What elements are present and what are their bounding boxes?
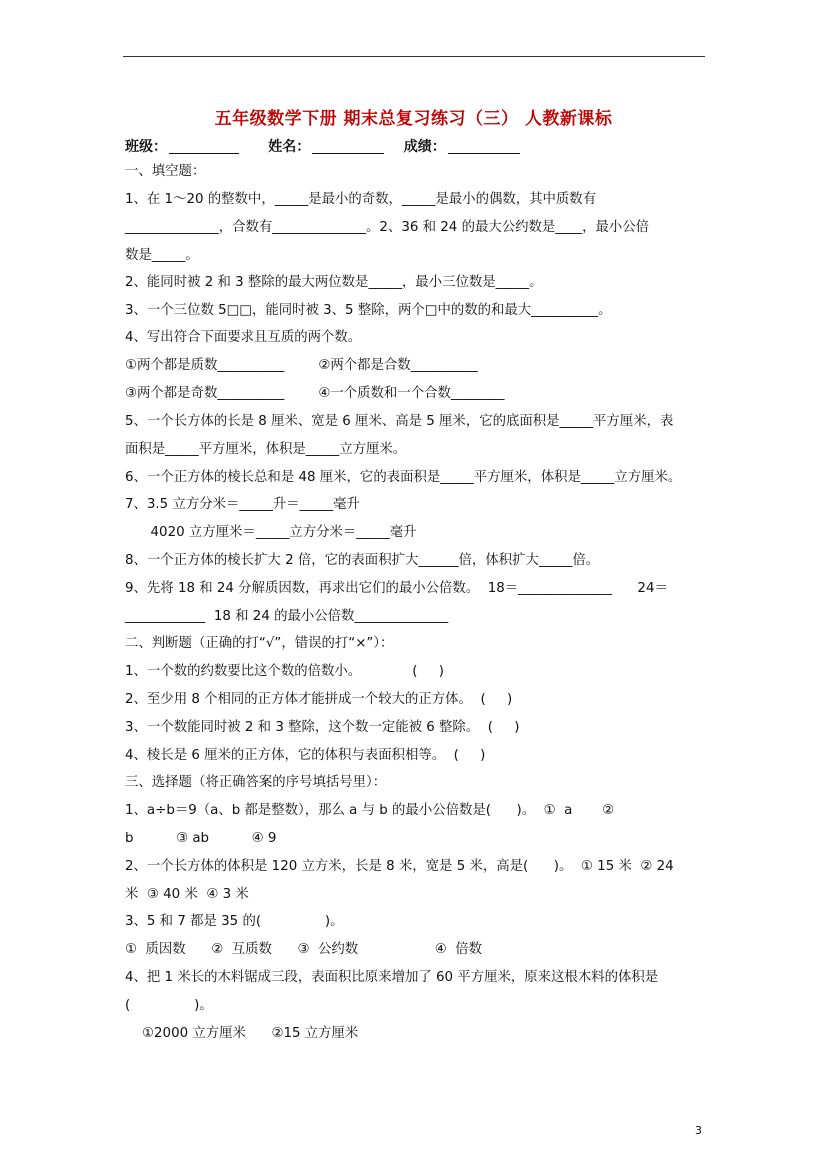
question-line: 3、一个数能同时被 2 和 3 整除，这个数一定能被 6 整除。 ( ) (125, 720, 520, 735)
question-line: 2、一个长方体的体积是 120 立方米，长是 8 米，宽是 5 米，高是( )。 ① 15 米 ② 24 (125, 859, 674, 874)
question-line: 面积是_____平方厘米，体积是_____立方厘米。 (125, 442, 407, 457)
question-line: 4、写出符合下面要求且互质的两个数。 (125, 330, 362, 345)
question-line: 3、一个三位数 5□□，能同时被 3、5 整除，两个□中的数的和最大__________。 (125, 303, 612, 318)
question-line: 1、a÷b＝9（a、b 都是整数），那么 a 与 b 的最小公倍数是( )。 ① a ② (125, 803, 615, 818)
question-line: 数是_____。 (125, 248, 199, 263)
question-line: ______________，合数有______________。2、36 和 24 的最大公约数是____，最小公倍 (125, 220, 650, 235)
question-line: 1、一个数的约数要比这个数的倍数小。 ( ) (125, 664, 444, 679)
question-line: 4、棱长是 6 厘米的正方体，它的体积与表面积相等。 ( ) (125, 748, 486, 763)
header-rule (123, 56, 705, 57)
score-blank (448, 139, 520, 154)
question-line: 3、5 和 7 都是 35 的( )。 (125, 914, 344, 929)
question-line: 9、先将 18 和 24 分解质因数，再求出它们的最小公倍数。 18＝______________ 24＝ (125, 581, 668, 596)
question-line: 1、在 1～20 的整数中，_____是最小的奇数，_____是最小的偶数，其中质数有 (125, 192, 597, 207)
question-line: ①2000 立方厘米 ②15 立方厘米 (125, 1026, 359, 1041)
name-label: 姓名： (268, 139, 311, 155)
question-line: 4、把 1 米长的木料锯成三段，表面积比原来增加了 60 平方厘米，原来这根木料的体积是 (125, 970, 659, 985)
question-line: 4020 立方厘米＝_____立方分米＝_____毫升 (125, 525, 417, 540)
question-line: 5、一个长方体的长是 8 厘米、宽是 6 厘米、高是 5 厘米，它的底面积是_____平方厘米，表 (125, 414, 674, 429)
question-line: 8、一个正方体的棱长扩大 2 倍，它的表面积扩大______倍，体积扩大_____倍。 (125, 553, 600, 568)
student-info-row (125, 136, 520, 156)
page-number: 3 (695, 1124, 702, 1137)
document-title: 五年级数学下册 期末总复习练习（三） 人教新课标 (214, 109, 613, 129)
question-line: b ③ ab ④ 9 (125, 831, 277, 846)
question-line: ( )。 (125, 998, 213, 1013)
name-blank (312, 139, 384, 154)
question-line: 2、至少用 8 个相同的正方体才能拼成一个较大的正方体。 ( ) (125, 692, 513, 707)
question-line: ①两个都是质数__________ ②两个都是合数__________ (125, 358, 478, 373)
question-line: 2、能同时被 2 和 3 整除的最大两位数是_____，最小三位数是_____。 (125, 275, 543, 290)
question-line: ③两个都是奇数__________ ④一个质数和一个合数________ (125, 386, 505, 401)
class-label: 班级： (125, 139, 167, 155)
class-blank (169, 139, 239, 154)
score-label: 成绩： (403, 139, 446, 155)
section-choice-heading: 三、选择题（将正确答案的序号填括号里）： (125, 775, 387, 790)
question-line: 6、一个正方体的棱长总和是 48 厘米，它的表面积是_____平方厘米，体积是_____立方厘米。 (125, 470, 682, 485)
question-line: 米 ③ 40 米 ④ 3 米 (125, 887, 249, 902)
section-fill-blank-heading: 一、填空题： (125, 164, 206, 179)
section-true-false-heading: 二、判断题（正确的打“√”，错误的打“×”）： (125, 636, 394, 651)
question-line: ____________ 18 和 24 的最小公倍数______________ (125, 609, 449, 624)
question-line: ① 质因数 ② 互质数 ③ 公约数 ④ 倍数 (125, 942, 483, 957)
question-line: 7、3.5 立方分米＝_____升＝_____毫升 (125, 497, 360, 512)
